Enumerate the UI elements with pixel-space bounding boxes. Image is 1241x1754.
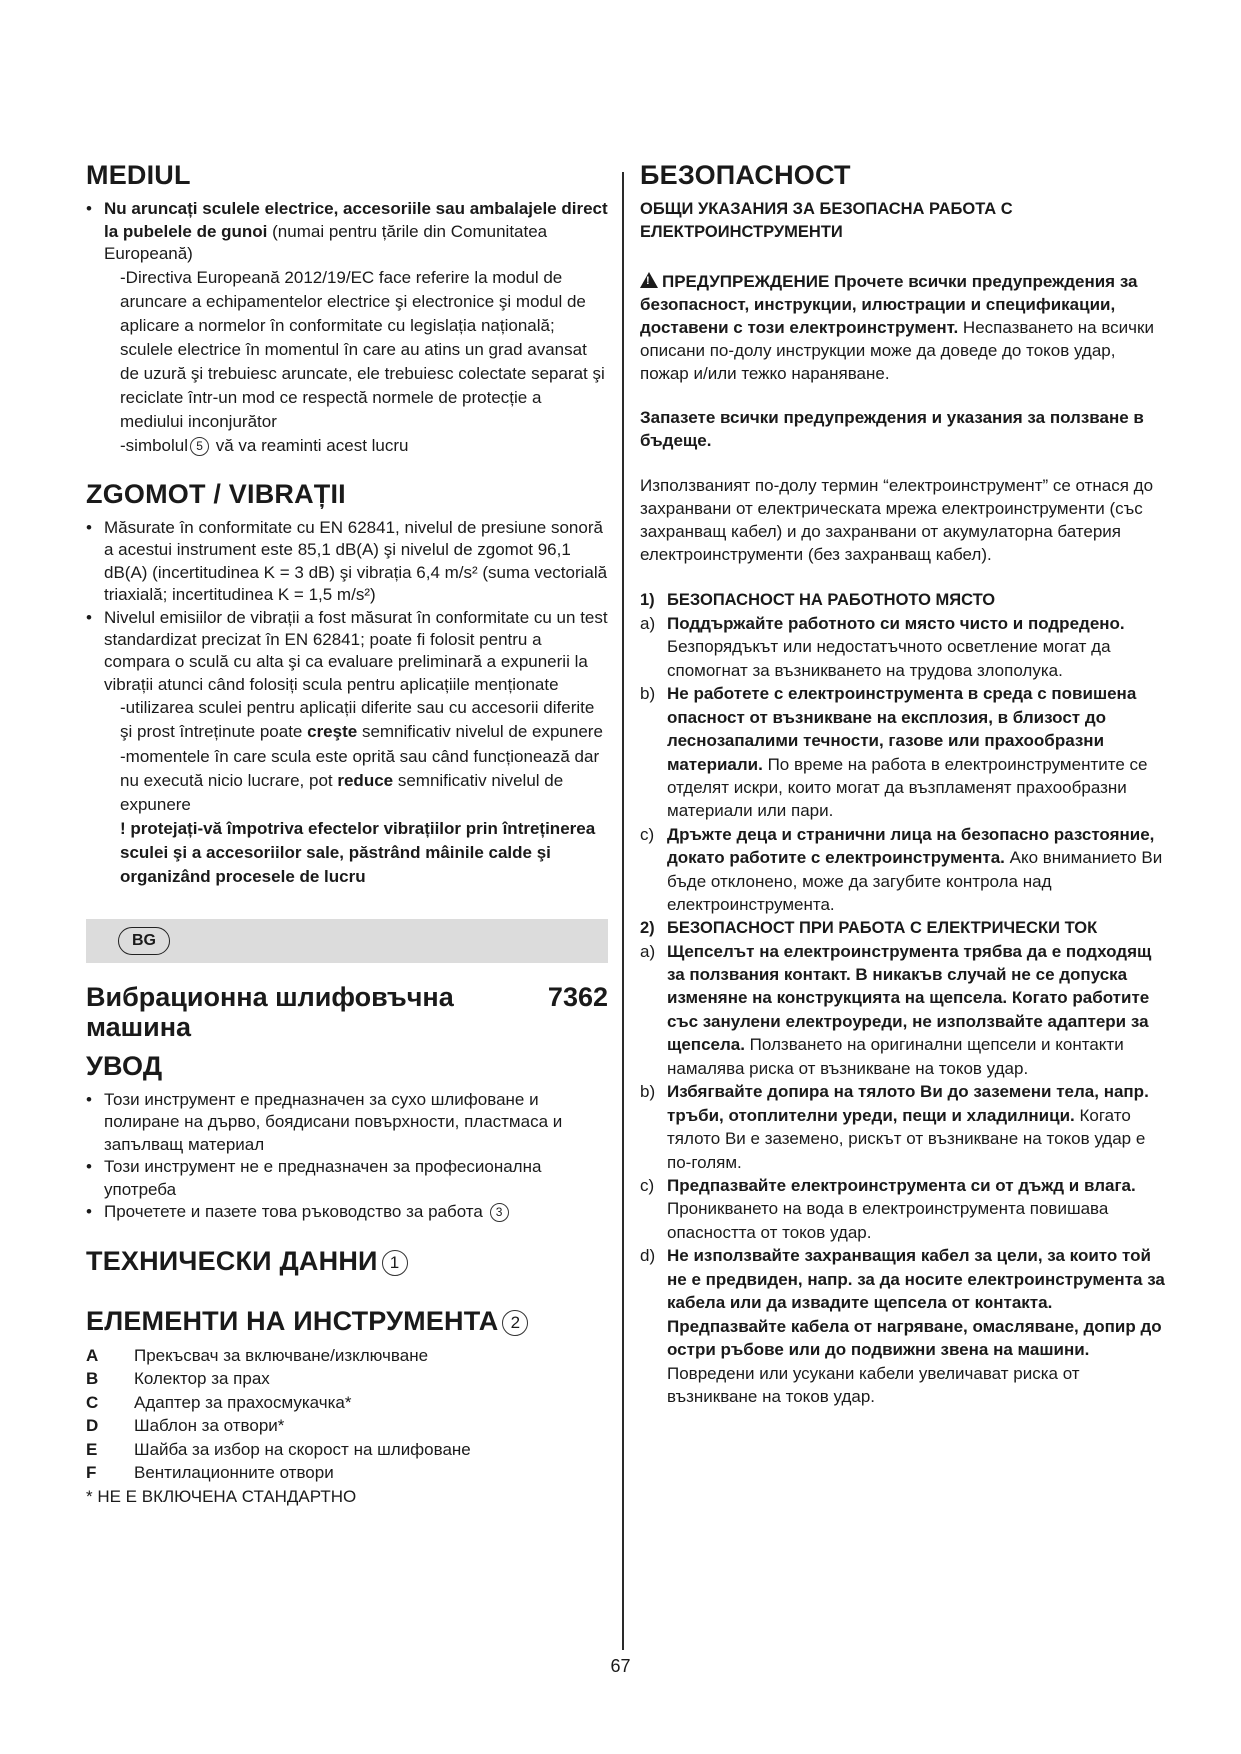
- section-1-item-c: c) Дръжте деца и странични лица на безопасно разстояние, докато работите с електроинструмента. Ако вниманието Ви бъде отклонено, може да загубите контрола над електроинструмента.: [640, 824, 1163, 915]
- elements-heading: ЕЛЕМЕНТИ НА ИНСТРУМЕНТА 2: [86, 1306, 608, 1336]
- circled-number: 1: [382, 1250, 408, 1276]
- circled-number: 2: [502, 1310, 528, 1336]
- page-number: 67: [610, 1656, 631, 1676]
- elements-legend: A Прекъсвач за включване/изключване B Колектор за прах C Адаптер за прахосмукачка* D Шаблон за отвори* E Шайба за избор на скорост на шлифоване F Вентилационните отвори: [86, 1345, 471, 1483]
- uvod-list: [86, 1089, 608, 1224]
- list-item: • Nivelul emisiilor de vibrații a fost măsurat în conformitate cu un test standardizat precizat în EN 62841; poate fi folosit pentru a compara o sculă cu alta şi ca evaluare preliminară a expunerii la vibrații atunci când folosiți scula pentru aplicațiile menționate: [86, 607, 608, 697]
- language-badge: BG: [118, 927, 170, 955]
- column-divider: [622, 172, 624, 1650]
- mediul-directive: -Directiva Europeană 2012/19/EC face referire la modul de aruncare a echipamentelor electrice şi electronice şi modul de aplicare a normelor în conformitate cu legislația națională; sculele electrice în momentul în care au atins un grad avansat de uzură şi trebuiesc aruncate, ele trebuiesc colectate separat şi reciclate într-un mod ce respectă normele de protecție a mediului inconjurător: [120, 267, 605, 432]
- zgomot-note-2: -momentele în care scula este oprită sau când funcționează dar nu execută nicio lucrare, pot reduce semnificativ nivelul de expunere: [120, 746, 600, 814]
- section-1-title: 1) БЕЗОПАСНОСТ НА РАБОТНОТО МЯСТО: [640, 591, 996, 610]
- zgomot-note-1: -utilizarea sculei pentru aplicații diferite sau cu accesorii diferite şi prost întreținute poate creşte semnificativ nivelul de expunere: [120, 698, 603, 742]
- keep-warnings: Запазете всички предупреждения и указания за ползване в бъдеще.: [640, 408, 1144, 451]
- list-item: • Този инструмент е предназначен за сухо шлифоване и полиране на дърво, боядисани повърхности, пластмаса и запълващ материал: [86, 1089, 608, 1156]
- safety-heading: БЕЗОПАСНОСТ: [640, 160, 851, 190]
- section-1-item-a: a) Поддържайте работното си място чисто и подредено. Безпорядъкът или недостатъчното осветление могат да спомогнат за възникването на трудова злополука.: [640, 613, 1125, 680]
- section-2-item-b: b) Избягвайте допира на тялото Ви до заземени тела, напр. тръби, отоплителни уреди, пещи и хладилници. Когато тялото Ви е заземено, рискът от възникване на токов удар е по-голям.: [640, 1082, 1149, 1172]
- product-name: Вибрационна шлифовъчна машина: [86, 982, 454, 1042]
- warning-paragraph: !ПРЕДУПРЕЖДЕНИЕ Прочете всички предупреждения за безопасност, инструкции, илюстрации и спецификации, доставени с този електроинструмент. Неспазването на всички описани по-долу инструкции може да доведе до токов удар, пожар и/или тежко нараняване.: [640, 271, 1165, 386]
- section-2-item-a: a) Щепселът на електроинструмента трябва да е подходящ за ползвания контакт. В никакъв случай не се допуска изменяне на конструкцията на щепсела. Когато работите със занулени електроуреди, не използвайте адаптери за щепсела. Ползването на оригинални щепсели и контакти намалява риска от възникване на токов удар.: [640, 941, 1152, 1078]
- list-item: • Nu aruncați sculele electrice, accesoriile sau ambalajele direct la pubelele de gunoi (numai pentru țările din Comunitatea Europeană): [86, 198, 608, 265]
- section-2-item-d: d) Не използвайте захранващия кабел за цели, за които той не е предвиден, напр. за да носите електроинструмента за кабела или да извадите щепсела от контакта. Предпазвайте кабела от нагряване, омасляване, допир до остри ръбове или до подвижни звена на машини. Повредени или усукани кабели увеличават риска от възникване на токов удар.: [640, 1246, 1165, 1407]
- list-item: • Прочетете и пазете това ръководство за работа 3: [86, 1201, 608, 1223]
- circled-number: 5: [190, 437, 209, 456]
- mediul-symbol-note: -simbolul 5 vă va reaminti acest lucru: [120, 436, 409, 456]
- zgomot-warning: ! protejați-vă împotriva efectelor vibrațiilor prin întreținerea sculei şi a accesoriilor sale, păstrând mâinile calde şi organizând procesele de lucru: [120, 818, 596, 887]
- zgomot-heading: ZGOMOT / VIBRAȚII: [86, 478, 346, 509]
- language-bar: [86, 919, 608, 963]
- zgomot-list: [86, 517, 608, 697]
- section-2-title: 2) БЕЗОПАСНОСТ ПРИ РАБОТА С ЕЛЕКТРИЧЕСКИ ТОК: [640, 918, 1098, 937]
- circled-number: 3: [490, 1203, 509, 1222]
- uvod-heading: УВОД: [86, 1050, 163, 1081]
- mediul-heading: MEDIUL: [86, 160, 191, 190]
- section-2-item-c: c) Предпазвайте електроинструмента си от дъжд и влага. Проникването на вода в електроинструмента повишава опасността от токов удар.: [640, 1176, 1136, 1242]
- product-title: [86, 983, 608, 1042]
- list-item: • Măsurate în conformitate cu EN 62841, nivelul de presiune sonoră a acestui instrument este 85,1 dB(A) şi nivelul de zgomot 96,1 dB(A) (incertitudinea K = 3 dB) şi vibrația 6,4 m/s² (suma vectorială triaxială; incertitudinea K = 1,5 m/s²): [86, 517, 608, 607]
- mediul-list: [86, 198, 608, 265]
- term-definition: Използваният по-долу термин “електроинструмент” се отнася до захранвани от електрическата мрежа електроинструменти (със захранващ кабел) и до захранвани от акумулаторна батерия електроинструменти (без захранващ кабел).: [640, 476, 1154, 565]
- elements-note: * НЕ Е ВКЛЮЧЕНА СТАНДАРТНО: [86, 1486, 357, 1506]
- warning-icon: [640, 272, 658, 288]
- section-1-item-b: b) Не работете с електроинструмента в среда с повишена опасност от възникване на експлозия, в близост до леснозапалими течности, газове или прахообразни материали. По време на работа в електроинструментите се отделят искри, които могат да възпламенят прахообразни материали или пари.: [640, 684, 1148, 821]
- safety-subtitle: ОБЩИ УКАЗАНИЯ ЗА БЕЗОПАСНА РАБОТА С ЕЛЕКТРОИНСТРУМЕНТИ: [640, 200, 1013, 241]
- list-item: • Този инструмент не е предназначен за професионална употреба: [86, 1156, 608, 1201]
- tech-heading: ТЕХНИЧЕСКИ ДАННИ 1: [86, 1246, 608, 1276]
- product-model: 7362: [547, 982, 608, 1013]
- right-column: [640, 160, 1165, 1409]
- left-column: [86, 160, 608, 1508]
